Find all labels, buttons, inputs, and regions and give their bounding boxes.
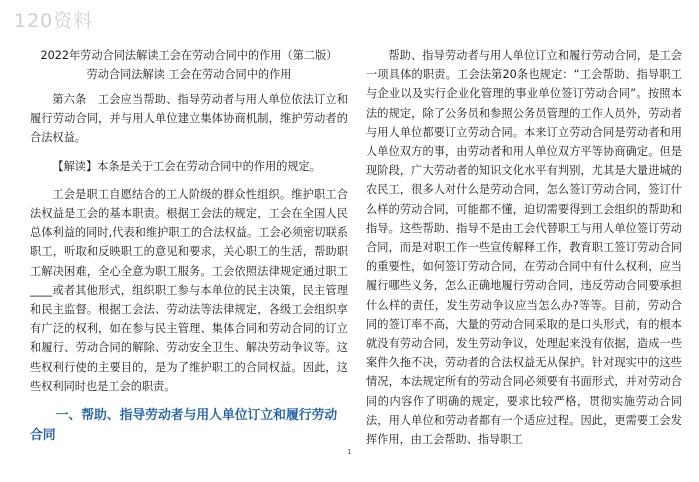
interpretation-text: 【解读】本条是关于工会在劳动合同中的作用的规定。 [52, 159, 321, 173]
right-column [366, 46, 682, 449]
body-paragraph: 工会是职工自愿结合的工人阶级的群众性组织。维护职工合法权益是工会的基本职责。根据工会法的规定，工会在全国人民总体利益的同时,代表和维护职工的合法权益。工会必须密切联系职工，听取和反映职工的意见和要求，关心职工的生活，帮助职工解决困难，全心全意为职工服务。工会依照法律规定通过职工____或者其他形式，组织职工参与本单位的民主决策，民主管理和民主监督。根据工会法、劳动法等法律规定，各级工会组织享有广泛的权利，如在参与民主管理、集体合同和劳动合同的订立和履行、劳动合同的解除、劳动安全卫生、解决劳动争议等。这些权利行使的主要目的，是为了维护职工的合同权益。因此，这些权利同时也是工会的职责。 [30, 187, 348, 393]
document-title: 2022年劳动合同法解读工会在劳动合同中的作用（第二版） [40, 49, 338, 62]
page-number: 1 [347, 448, 352, 456]
article-text: 第六条 工会应当帮助、指导劳动者与用人单位依法订立和履行劳动合同，并与用人单位建立集体协商机制，维护劳动者的合法权益。 [30, 93, 348, 145]
body-paragraph-right: 帮助、指导劳动者与用人单位订立和履行劳动合同，是工会一项具体的职责。工会法第20条也规定：“工会帮助、指导职工与企业以及实行企业化管理的事业单位签订劳动合同”。按照本法的规定，除了公务员和参照公务员管理的工作人员外，劳动者与用人单位都要订立劳动合同。本来订立劳动合同是劳动者和用人单位双方的事，由劳动者和用人单位双方平等协商确定。但是现阶段，广大劳动者的知识文化水平有判别，尤其是大量进城的农民工，很多人对什么是劳动合同，怎么签订劳动合同，签订什么样的劳动合同，可能都不懂，迫切需要得到工会组织的帮助和指导。这些帮助、指导不是由工会代替职工与用人单位签订劳动合同，而是对职工作一些宣传解释工作，教育职工签订劳动合同的重要性，如何签订劳动合同，在劳动合同中有什么权利，应当履行哪些义务，怎么正确地履行劳动合同，违反劳动合同要承担什么样的责任，发生劳动争议应当怎么办?等等。目前，劳动合同的签订率不高，大量的劳动合同采取的是口头形式，有的根本就没有劳动合同，发生劳动争议，处理起来没有依据，造成一些案件久拖不决，劳动者的合法权益无从保护。针对现实中的这些情况，本法规定所有的劳动合同必须要有书面形式，并对劳动合同的内容作了明确的规定，要求比较严格，贯彻实施劳动合同法，用人单位和劳动者都有一个适应过程。因此，更需要工会发挥作用，由工会帮助、指导职工 [366, 49, 682, 447]
left-column [30, 46, 348, 446]
document-subtitle: 劳动合同法解读 工会在劳动合同中的作用 [86, 68, 292, 81]
section-heading: 一、帮助、指导劳动者与用人单位订立和履行劳动合同 [30, 408, 338, 444]
watermark-logo: 120资料 [14, 10, 94, 32]
